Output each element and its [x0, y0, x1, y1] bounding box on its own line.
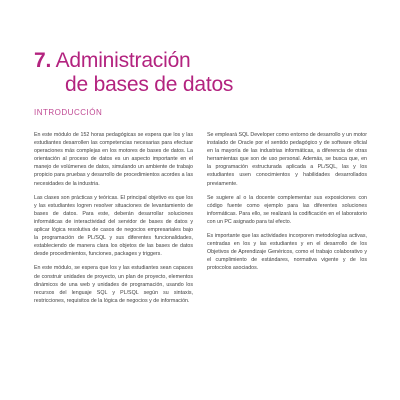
title-line-1: Administración — [55, 49, 191, 73]
title-line-2: de bases de datos — [65, 73, 234, 97]
paragraph: Las clases son prácticas y teóricas. El principal objetivo es que los y las estudiantes logren resolver situaciones de levantamiento de bases de datos. Para este, deberán desarrollar soluciones informáticas de interactividad del servidor de bases de datos y aplicar lógica resolutiva de casos de negocios empresariales bajo la programación de PL/SQL y sus diferentes funcionalidades, estableciendo de manera clara los objetos de las bases de datos desde procedimientos, funciones, packages y triggers. — [34, 194, 193, 258]
left-column — [34, 131, 193, 311]
paragraph: En este módulo, se espera que los y las estudiantes sean capaces de construir unidades de proyecto, un plan de proyecto, elementos dinámicos de una web y unidades de programación, usando los recursos del lenguaje SQL y PL/SQL según su sintaxis, restricciones, requisitos de la lógica de negocios y de información. — [34, 265, 193, 304]
section-heading: INTRODUCCIÓN — [34, 108, 103, 117]
paragraph: Se sugiere al o la docente complementar sus exposiciones con código fuente como ejemplo para las diferentes soluciones informáticas. Para ello, se realizará la codificación en el laboratorio con un PC asignado para tal efecto. — [207, 194, 367, 225]
paragraph: En este módulo de 152 horas pedagógicas se espera que los y las estudiantes desarrollen las competencias necesarias para efectuar operaciones más complejas en los motores de bases de datos. La orientación al proceso de datos es un aspecto importante en el manejo de volúmenes de datos, simulando un ambiente de trabajo propicio para pruebas y desarrollo de procedimientos acordes a las necesidades de la industria. — [34, 132, 193, 187]
page-title — [34, 49, 374, 97]
paragraph: Es importante que las actividades incorporen metodologías activas, centradas en los y las estudiantes y en el desarrollo de los Objetivos de Aprendizaje Genéricos, como el trabajo colaborativo y el cumplimiento de estándares, normativa vigente y de los protocolos asociados. — [207, 233, 367, 272]
chapter-number: 7. — [34, 49, 52, 73]
right-column — [207, 131, 367, 279]
paragraph: Se empleará SQL Developer como entorno de desarrollo y un motor instalado de Oracle por el sentido pedagógico y de software oficial en la mayoría de las industrias informáticas, a diferencia de otras herramientas que son de uso personal. Además, se busca que, en la programación estructurada aplicada a PL/SQL, las y los estudiantes usen conocimientos y habilidades desarrollados previamente. — [207, 132, 367, 187]
